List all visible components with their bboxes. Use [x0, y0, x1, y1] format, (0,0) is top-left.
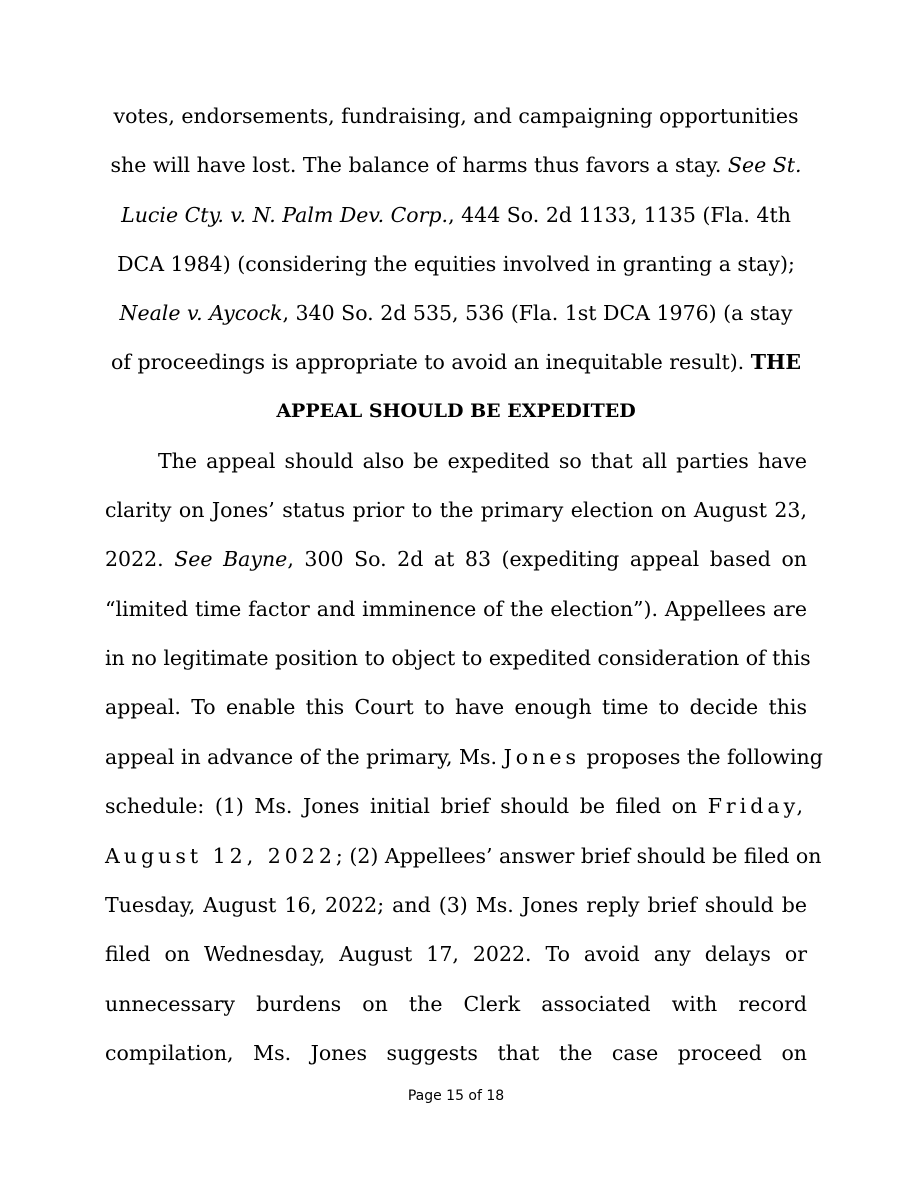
paragraph2-line3: [105, 547, 807, 571]
text-run: , 300 So. 2d at 83 (expediting appeal based on: [287, 547, 807, 571]
text-run: of proceedings is appropriate to avoid an inequitable result).: [111, 350, 751, 374]
text-run: Jones: [503, 745, 580, 769]
case-name: See Bayne: [174, 547, 288, 571]
text-run: , 444 So. 2d 1133, 1135 (Fla. 4th: [448, 203, 791, 227]
paragraph1-line3: [0, 203, 912, 227]
text-run: she will have lost. The balance of harms thus favors a stay.: [110, 153, 728, 177]
paragraph2-line13: compilation, Ms. Jones suggests that the case proceed on: [105, 1041, 807, 1065]
paragraph2-line9: [105, 844, 822, 868]
paragraph1-line5: [0, 301, 912, 325]
paragraph2-line4: “limited time factor and imminence of the election”). Appellees are: [105, 597, 807, 621]
text-run: August 12, 2022: [105, 844, 336, 868]
text-run: proposes the following: [579, 745, 823, 769]
paragraph1-line4: DCA 1984) (considering the equities involved in granting a stay);: [117, 252, 795, 276]
text-run: ; (2) Appellees’ answer brief should be filed on: [335, 844, 822, 868]
paragraph2-line10: Tuesday, August 16, 2022; and (3) Ms. Jones reply brief should be: [105, 893, 807, 917]
citation-signal: See St.: [727, 153, 802, 177]
paragraph2-line11: filed on Wednesday, August 17, 2022. To avoid any delays or: [105, 942, 807, 966]
paragraph2-line1: The appeal should also be expedited so that all parties have: [158, 449, 807, 473]
page-number: Page 15 of 18: [407, 1088, 505, 1104]
paragraph1-line6: [0, 350, 912, 374]
text-run: schedule: (1) Ms. Jones initial brief should be filed on: [105, 794, 708, 818]
section-heading: APPEAL SHOULD BE EXPEDITED: [276, 400, 636, 422]
case-name: Neale v. Aycock: [119, 301, 283, 325]
text-run: appeal in advance of the primary, Ms.: [105, 745, 504, 769]
paragraph1-line2: [0, 153, 912, 177]
paragraph1-line1: votes, endorsements, fundraising, and campaigning opportunities: [113, 104, 799, 128]
paragraph2-line8: [105, 794, 807, 818]
text-run: 2022.: [105, 547, 175, 571]
text-run: Friday,: [707, 794, 807, 818]
text-run: , 340 So. 2d 535, 536 (Fla. 1st DCA 1976) (a stay: [282, 301, 793, 325]
case-name: Lucie Cty. v. N. Palm Dev. Corp.: [121, 203, 449, 227]
paragraph2-line6: appeal. To enable this Court to have enough time to decide this: [105, 695, 807, 719]
paragraph2-line2: clarity on Jones’ status prior to the primary election on August 23,: [105, 498, 807, 522]
paragraph2-line7: [105, 745, 823, 769]
paragraph2-line12: unnecessary burdens on the Clerk associated with record: [105, 992, 807, 1016]
heading-fragment: THE: [750, 350, 801, 374]
paragraph2-line5: in no legitimate position to object to expedited consideration of this: [105, 646, 811, 670]
